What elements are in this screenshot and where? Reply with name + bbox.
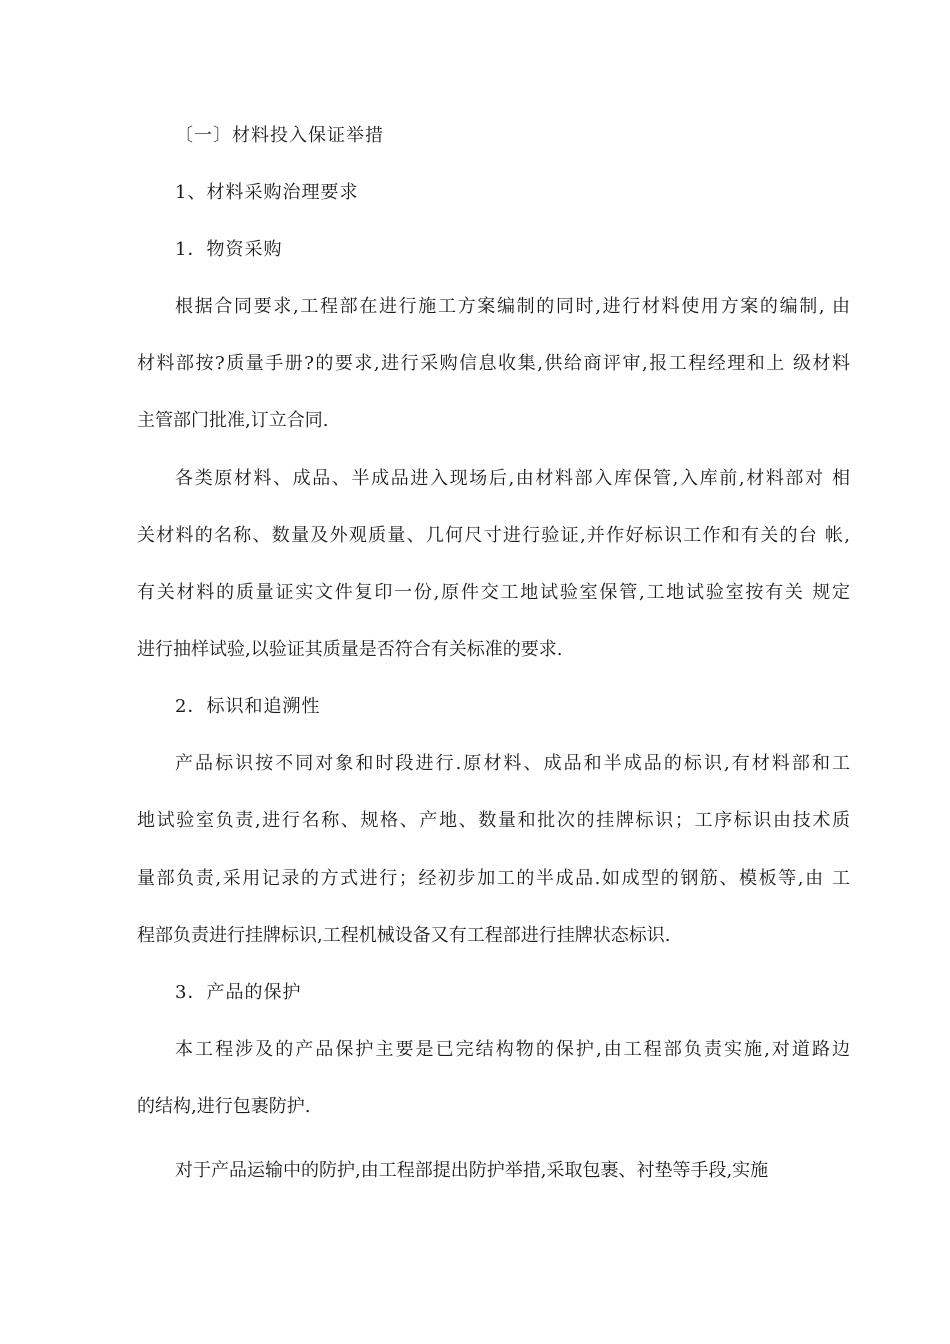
paragraph-transport-protection (137, 1159, 850, 1183)
paragraph-line: 材料部按?质量手册?的要求,进行采购信息收集,供给商评审,报工程经理和上 级材料 (137, 353, 850, 374)
section-title: 〔一〕材料投入保证举措 (175, 125, 384, 146)
item3-title: 3．产品的保护 (175, 982, 302, 1003)
paragraph-line: 产品标识按不同对象和时段进行.原材料、成品和半成品的标识,有材料部和工 (175, 753, 850, 774)
paragraph-line: 的结构,进行包裹防护. (137, 1096, 311, 1117)
paragraph-material-inspection (137, 467, 850, 662)
item1-title: 1．物资采购 (175, 239, 283, 260)
document-page (137, 124, 850, 1183)
paragraph-line: 地试验室负责,进行名称、规格、产地、数量和批次的挂牌标识；工序标识由技术质 (137, 810, 850, 831)
paragraph-line: 关材料的名称、数量及外观质量、几何尺寸进行验证,并作好标识工作和有关的台 帐, (137, 525, 850, 546)
paragraph-line: 主管部门批准,订立合同. (137, 410, 329, 431)
paragraph-line: 进行抽样试验,以验证其质量是否符合有关标准的要求. (137, 639, 563, 660)
paragraph-material-purchase (137, 295, 850, 433)
paragraph-line: 各类原材料、成品、半成品进入现场后,由材料部入库保管,入库前,材料部对 相 (175, 468, 850, 489)
paragraph-line: 对于产品运输中的防护,由工程部提出防护举措,采取包裹、衬垫等手段,实施 (175, 1160, 769, 1181)
paragraph-product-protection (137, 1038, 850, 1119)
paragraph-identification (137, 752, 850, 948)
paragraph-line: 本工程涉及的产品保护主要是已完结构物的保护,由工程部负责实施,对道路边 (175, 1039, 850, 1060)
paragraph-line: 根据合同要求,工程部在进行施工方案编制的同时,进行材料使用方案的编制, 由 (175, 296, 850, 317)
item2-title: 2．标识和追溯性 (175, 696, 321, 717)
paragraph-line: 有关材料的质量证实文件复印一份,原件交工地试验室保管,工地试验室按有关 规定 (137, 582, 850, 603)
paragraph-line: 程部负责进行挂牌标识,工程机械设备又有工程部进行挂牌状态标识. (137, 925, 671, 946)
paragraph-line: 量部负责,采用记录的方式进行；经初步加工的半成品.如成型的钢筋、模板等,由 工 (137, 868, 850, 889)
sub-title: 1、材料采购治理要求 (175, 182, 359, 203)
